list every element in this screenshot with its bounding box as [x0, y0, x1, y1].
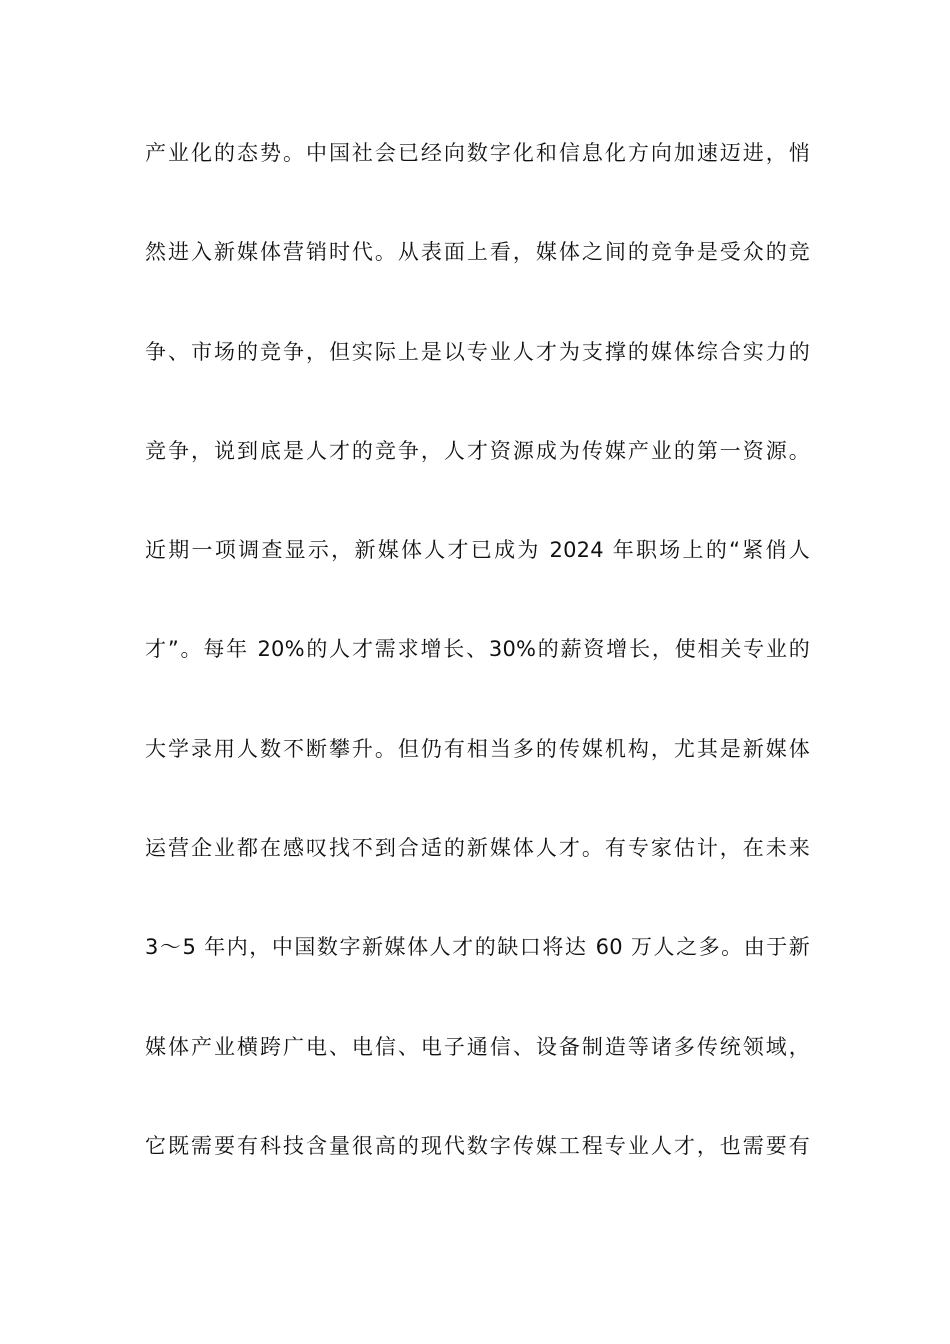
text-line: 产业化的态势。中国社会已经向数字化和信息化方向加速迈进，悄	[145, 141, 810, 165]
body-text	[145, 133, 810, 1225]
text-line: 然进入新媒体营销时代。从表面上看，媒体之间的竞争是受众的竞	[145, 240, 810, 265]
text-line: 近期一项调查显示，新媒体人才已成为 2024 年职场上的“紧俏人	[145, 538, 810, 563]
text-line: 它既需要有科技含量很高的现代数字传媒工程专业人才，也需要有	[145, 1133, 810, 1158]
text-line: 大学录用人数不断攀升。但仍有相当多的传媒机构，尤其是新媒体	[145, 736, 810, 761]
text-line: 媒体产业横跨广电、电信、电子通信、设备制造等诸多传统领域，	[145, 1034, 810, 1059]
text-line: 竞争，说到底是人才的竞争，人才资源成为传媒产业的第一资源。	[145, 438, 810, 463]
text-line: 争、市场的竞争，但实际上是以专业人才为支撑的媒体综合实力的	[145, 339, 810, 364]
text-line: 才”。每年 20%的人才需求增长、30%的薪资增长，使相关专业的	[145, 637, 810, 662]
text-line: 运营企业都在感叹找不到合适的新媒体人才。有专家估计，在未来	[145, 836, 810, 861]
text-line: 3～5 年内，中国数字新媒体人才的缺口将达 60 万人之多。由于新	[145, 935, 810, 960]
